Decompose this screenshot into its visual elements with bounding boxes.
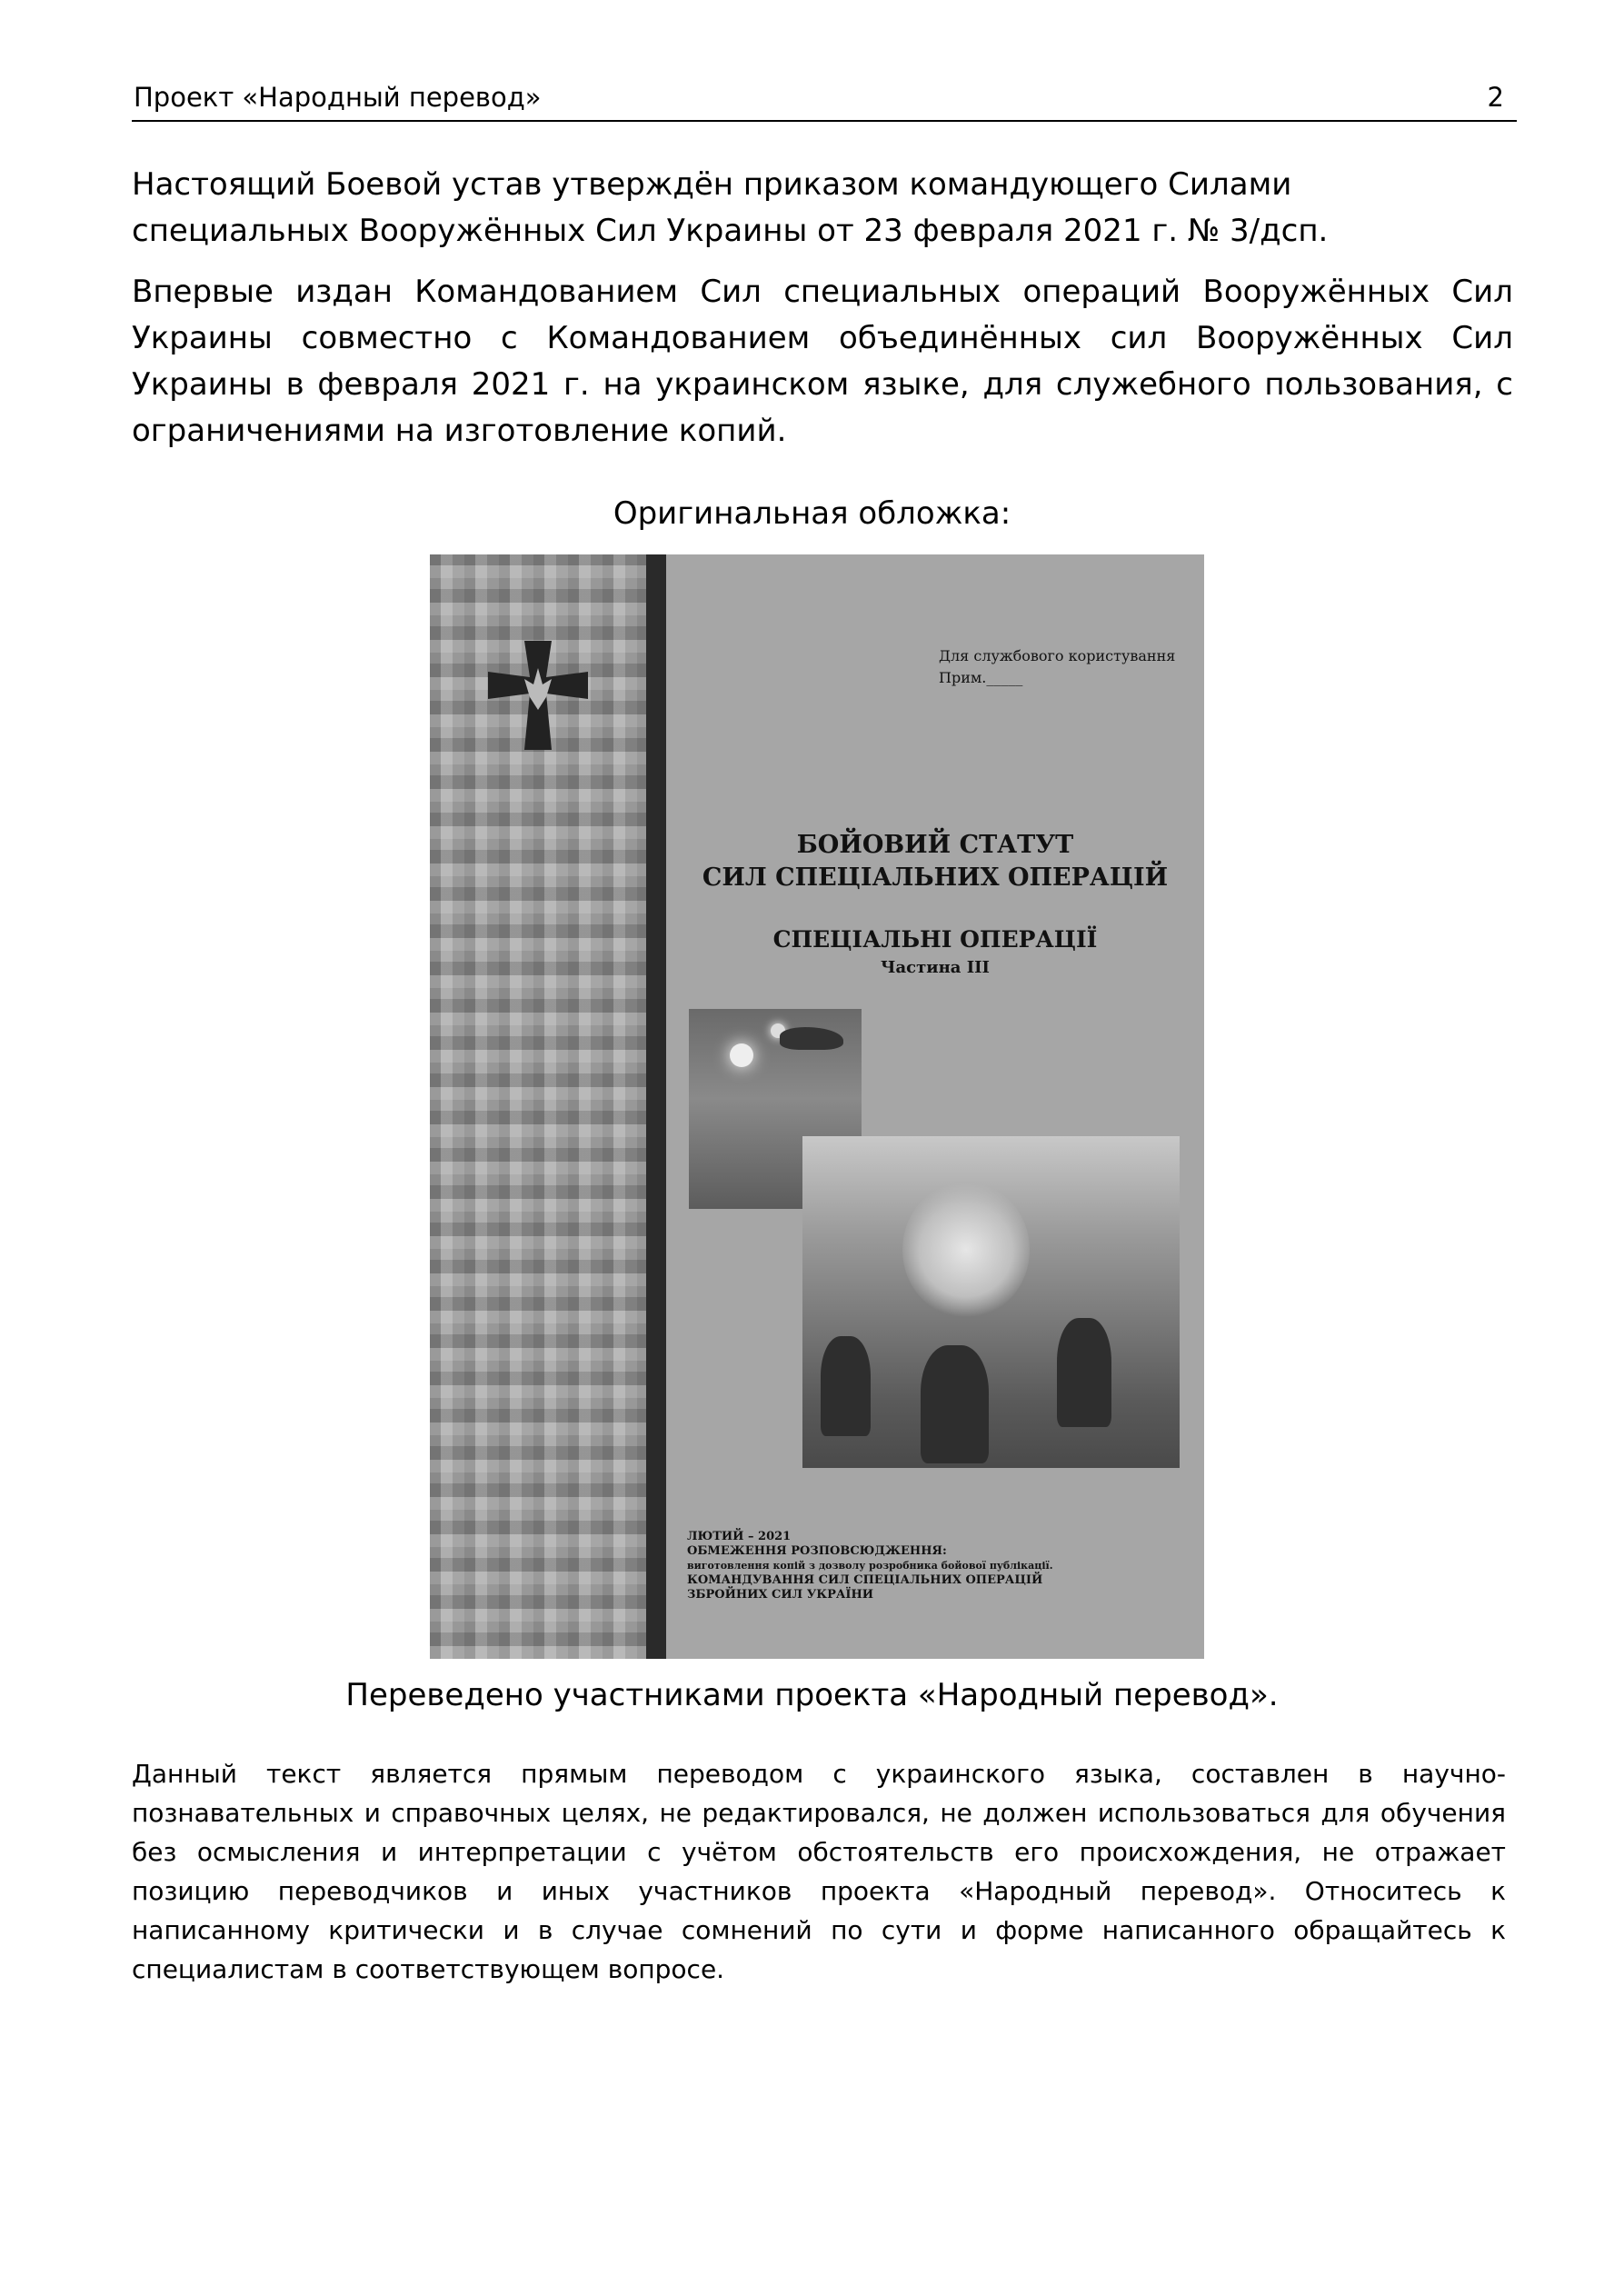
cover-title <box>666 829 1204 894</box>
cover-title-line-1: БОЙОВИЙ СТАТУТ <box>796 831 1074 859</box>
header-title: Проект «Народный перевод» <box>134 82 542 113</box>
page-header <box>132 80 1517 122</box>
disclaimer-paragraph: Данный текст является прямым переводом с украинского языка, составлен в научно-познавательных и справочных целях, не редактировался, не должен использоваться для обучения без осмысления и интерпретации с учётом обстоятельств его происхождения, не отражает позицию переводчиков и иных участников проекта «Народный перевод». Относитесь к написанному критически и в случае сомнений по сути и форме написанного обращайтесь к специалистам в соответствующем вопросе. <box>132 1759 1506 1984</box>
distribution-label: ОБМЕЖЕННЯ РОЗПОВСЮДЖЕННЯ: <box>687 1544 947 1558</box>
cover-title-line-2: СИЛ СПЕЦІАЛЬНИХ ОПЕРАЦІЙ <box>702 863 1169 892</box>
page-number: 2 <box>1487 82 1504 113</box>
cover-footer <box>687 1530 1053 1602</box>
cover-caption: Оригинальная обложка: <box>613 495 1011 532</box>
cover-month: ЛЮТИЙ – 2021 <box>687 1530 792 1543</box>
original-cover-image <box>430 554 1204 1659</box>
publication-paragraph: Впервые издан Командованием Сил специальных операций Вооружённых Сил Украины совместно с Командованием объединённых сил Вооружённых Сил Украины в февраля 2021 г. на украинском языке, для служебного пользования, с ограничениями на изготовление копий. <box>132 274 1513 449</box>
restriction-line-1: Для службового користування <box>939 647 1176 664</box>
distribution-note: виготовлення копій з дозволу розробника бойової публікації. <box>687 1560 1053 1572</box>
cover-divider-strip <box>646 554 666 1659</box>
translated-by-caption: Переведено участниками проекта «Народный перевод». <box>345 1677 1279 1713</box>
restriction-line-2: Прим._____ <box>939 669 1023 686</box>
org-line-2: ЗБРОЙНИХ СИЛ УКРАЇНИ <box>687 1588 874 1602</box>
approval-paragraph: Настоящий Боевой устав утверждён приказом командующего Силами специальных Вооружённых Сил Украины от 23 февраля 2021 г. № 3/дсп. <box>132 166 1329 249</box>
org-line-1: КОМАНДУВАННЯ СИЛ СПЕЦІАЛЬНИХ ОПЕРАЦІЙ <box>687 1573 1043 1587</box>
cover-subtitle: СПЕЦІАЛЬНІ ОПЕРАЦІЇ <box>772 926 1098 953</box>
soldiers-mortar-photo <box>802 1136 1180 1468</box>
cover-part: Частина ІІІ <box>881 958 990 977</box>
cover-restriction <box>939 645 1175 689</box>
ssо-cross-emblem-icon <box>488 641 588 750</box>
